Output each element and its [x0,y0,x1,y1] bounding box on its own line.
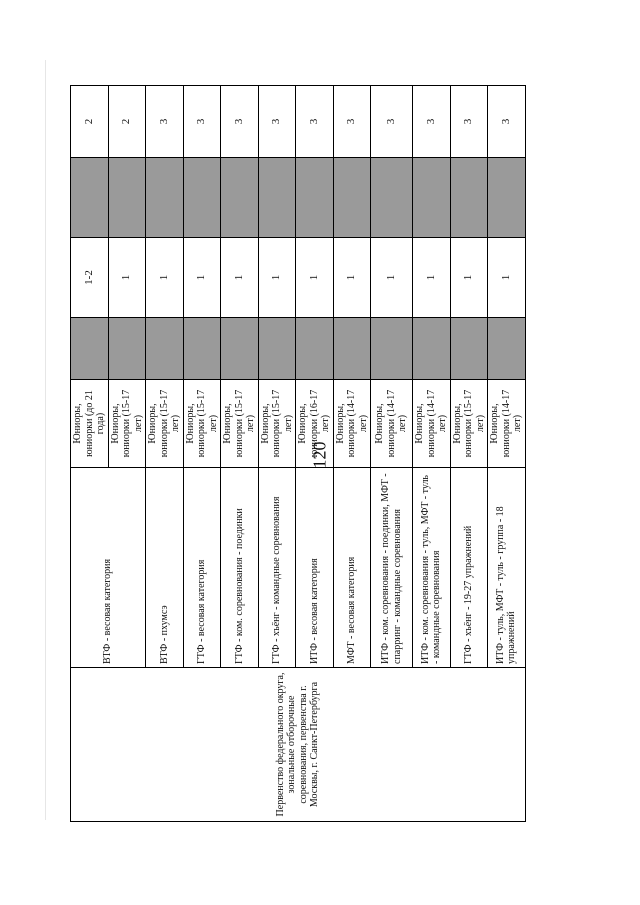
value-cell: 3 [296,86,334,158]
age-cell: Юниоры, юниорки (15-17 лет) [183,380,221,468]
shaded-cell [258,318,296,380]
margin-line [45,60,46,820]
value-cell: 1 [221,238,259,318]
shaded-cell [488,158,526,238]
shaded-cell [413,158,451,238]
shaded-cell [221,158,259,238]
shaded-cell [296,158,334,238]
shaded-cell [146,158,184,238]
discipline-cell: ГТФ - хъёнг - 19-27 упражнений [450,468,488,668]
shaded-cell [450,158,488,238]
value-cell: 3 [450,86,488,158]
age-cell: Юниоры, юниорки (14-17 лет) [333,380,371,468]
value-cell: 2 [108,86,146,158]
age-cell: Юниоры, юниорки (15-17 лет) [450,380,488,468]
shaded-cell [296,318,334,380]
shaded-cell [183,318,221,380]
shaded-cell [108,318,146,380]
rotated-table-stage [70,86,523,822]
ranking-table [70,85,526,822]
shaded-cell [413,318,451,380]
discipline-cell: ГТФ - хъёнг - командные соревнования [258,468,296,668]
shaded-cell [450,318,488,380]
value-cell: 3 [333,86,371,158]
shaded-cell [333,158,371,238]
value-cell: 2 [71,86,109,158]
discipline-cell: ИТФ - весовая категория [296,468,334,668]
value-cell: 1 [333,238,371,318]
shaded-cell [108,158,146,238]
age-cell: Юниоры, юниорки (14-17 лет) [488,380,526,468]
shaded-cell [71,318,109,380]
value-cell: 1 [296,238,334,318]
age-cell: Юниоры, юниорки (15-17 лет) [258,380,296,468]
age-cell: Юниоры, юниорки (15-17 лет) [146,380,184,468]
shaded-cell [183,158,221,238]
value-cell: 3 [413,86,451,158]
value-cell: 1 [413,238,451,318]
table-row [71,86,109,822]
value-cell: 3 [488,86,526,158]
value-cell: 3 [371,86,413,158]
shaded-cell [258,158,296,238]
discipline-cell: МФТ - весовая категория [333,468,371,668]
age-cell: Юниоры, юниорки (до 21 года) [71,380,109,468]
competition-cell: Первенство федерального округа, зональные отборочные соревнования, первенства г. Москвы, г. Санкт-Петербурга [71,668,526,822]
value-cell: 1-2 [71,238,109,318]
value-cell: 1 [488,238,526,318]
shaded-cell [488,318,526,380]
age-cell: Юниоры, юниорки (14-17 лет) [413,380,451,468]
value-cell: 1 [183,238,221,318]
shaded-cell [371,318,413,380]
value-cell: 3 [221,86,259,158]
discipline-cell: ИТФ - туль, МФТ - туль - группа - 18 упражнений [488,468,526,668]
shaded-cell [71,158,109,238]
discipline-cell: ИТФ - ком. соревнования - поединки, МФТ - спарринг - командные соревнования [371,468,413,668]
value-cell: 1 [450,238,488,318]
discipline-cell: ИТФ - ком. соревнования - туль, МФТ - туль - командные соревнования [413,468,451,668]
age-cell: Юниоры, юниорки (15-17 лет) [221,380,259,468]
value-cell: 1 [258,238,296,318]
discipline-cell: ВТФ - пхумсэ [146,468,184,668]
discipline-cell: ГТФ - ком. соревнования - поединки [221,468,259,668]
shaded-cell [371,158,413,238]
page-number: 120 [309,441,330,469]
value-cell: 3 [146,86,184,158]
age-cell: Юниоры, юниорки (14-17 лет) [371,380,413,468]
value-cell: 3 [258,86,296,158]
value-cell: 1 [108,238,146,318]
shaded-cell [221,318,259,380]
discipline-cell: ГТФ - весовая категория [183,468,221,668]
shaded-cell [333,318,371,380]
value-cell: 1 [371,238,413,318]
discipline-cell: ВТФ - весовая категория [71,468,146,668]
age-cell: Юниоры, юниорки (15-17 лет) [108,380,146,468]
value-cell: 3 [183,86,221,158]
value-cell: 1 [146,238,184,318]
age-cell: Юниоры, юниорки (16-17 лет) [296,380,334,468]
shaded-cell [146,318,184,380]
